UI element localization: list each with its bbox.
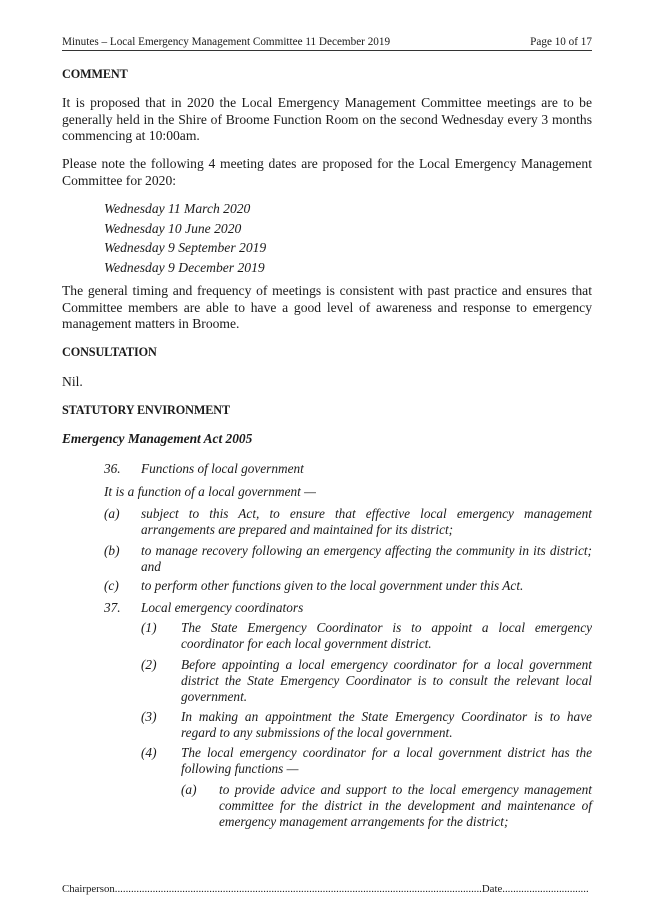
clause-text: subject to this Act, to ensure that effective local emergency management arrangements are prepared and maintained for its district; xyxy=(141,506,592,537)
comment-paragraph-2: Please note the following 4 meeting dates are proposed for the Local Emergency Management Committee for 2020: xyxy=(62,156,592,188)
page-header xyxy=(62,36,592,51)
subsection-label: (1) xyxy=(141,620,157,635)
date-label: Date xyxy=(481,883,503,895)
chairperson-label: Chairperson xyxy=(62,883,115,895)
comment-paragraph-3: The general timing and frequency of meetings is consistent with past practice and ensures that Committee members are able to have a good level of awareness and response to emergency management matters in Broome. xyxy=(62,283,592,331)
section-36-number: 36. xyxy=(104,461,121,476)
meeting-dates-list xyxy=(104,199,266,277)
paragraph-text: to provide advice and support to the local emergency management committee for the district in the development and maintenance of emergency management arrangements for the district; xyxy=(219,782,592,829)
consultation-text: Nil. xyxy=(62,374,83,389)
signature-footer xyxy=(62,883,592,895)
paragraph-label: (a) xyxy=(181,782,197,797)
date-signature-line: ................................ xyxy=(502,883,589,895)
meeting-date: Wednesday 9 September 2019 xyxy=(104,240,267,255)
meeting-date: Wednesday 10 June 2020 xyxy=(104,220,242,236)
subsection-label: (3) xyxy=(141,709,157,724)
clause-text: to perform other functions given to the local government under this Act. xyxy=(141,578,524,593)
meeting-date: Wednesday 9 December 2019 xyxy=(104,259,265,275)
subsection-label: (4) xyxy=(141,745,157,760)
section-37-number: 37. xyxy=(104,600,121,615)
subsection-text: In making an appointment the State Emergency Coordinator is to have regard to any submissions of the local government. xyxy=(181,709,592,740)
act-title: Emergency Management Act 2005 xyxy=(62,431,253,446)
subsection-text: The State Emergency Coordinator is to appoint a local emergency coordinator for each local government district. xyxy=(181,620,592,651)
clause-label: (c) xyxy=(104,578,119,593)
comment-paragraph-1: It is proposed that in 2020 the Local Emergency Management Committee meetings are to be generally held in the Shire of Broome Function Room on the second Wednesday every 3 months commencing at 10:00am. xyxy=(62,95,592,143)
subsection-text: Before appointing a local emergency coordinator for a local government district the State Emergency Coordinator is to consult the relevant local government. xyxy=(181,657,592,704)
clause-label: (a) xyxy=(104,506,120,521)
comment-heading: COMMENT xyxy=(62,67,128,81)
section-37-title: Local emergency coordinators xyxy=(141,600,304,615)
clause-label: (b) xyxy=(104,543,120,558)
header-title: Minutes – Local Emergency Management Committee 11 December 2019 xyxy=(62,36,391,48)
section-36-title: Functions of local government xyxy=(141,461,304,476)
meeting-date: Wednesday 11 March 2020 xyxy=(104,201,251,216)
consultation-heading: CONSULTATION xyxy=(62,345,157,359)
statutory-heading: STATUTORY ENVIRONMENT xyxy=(62,403,231,417)
subsection-label: (2) xyxy=(141,657,157,672)
chairperson-signature-line: ........................................................................................................................................ xyxy=(114,883,482,895)
section-36-intro: It is a function of a local government — xyxy=(104,484,316,499)
clause-text: to manage recovery following an emergency affecting the community in its district; and xyxy=(141,543,592,574)
subsection-text: The local emergency coordinator for a local government district has the following functions — xyxy=(181,745,592,776)
page-number: Page 10 of 17 xyxy=(530,36,592,48)
